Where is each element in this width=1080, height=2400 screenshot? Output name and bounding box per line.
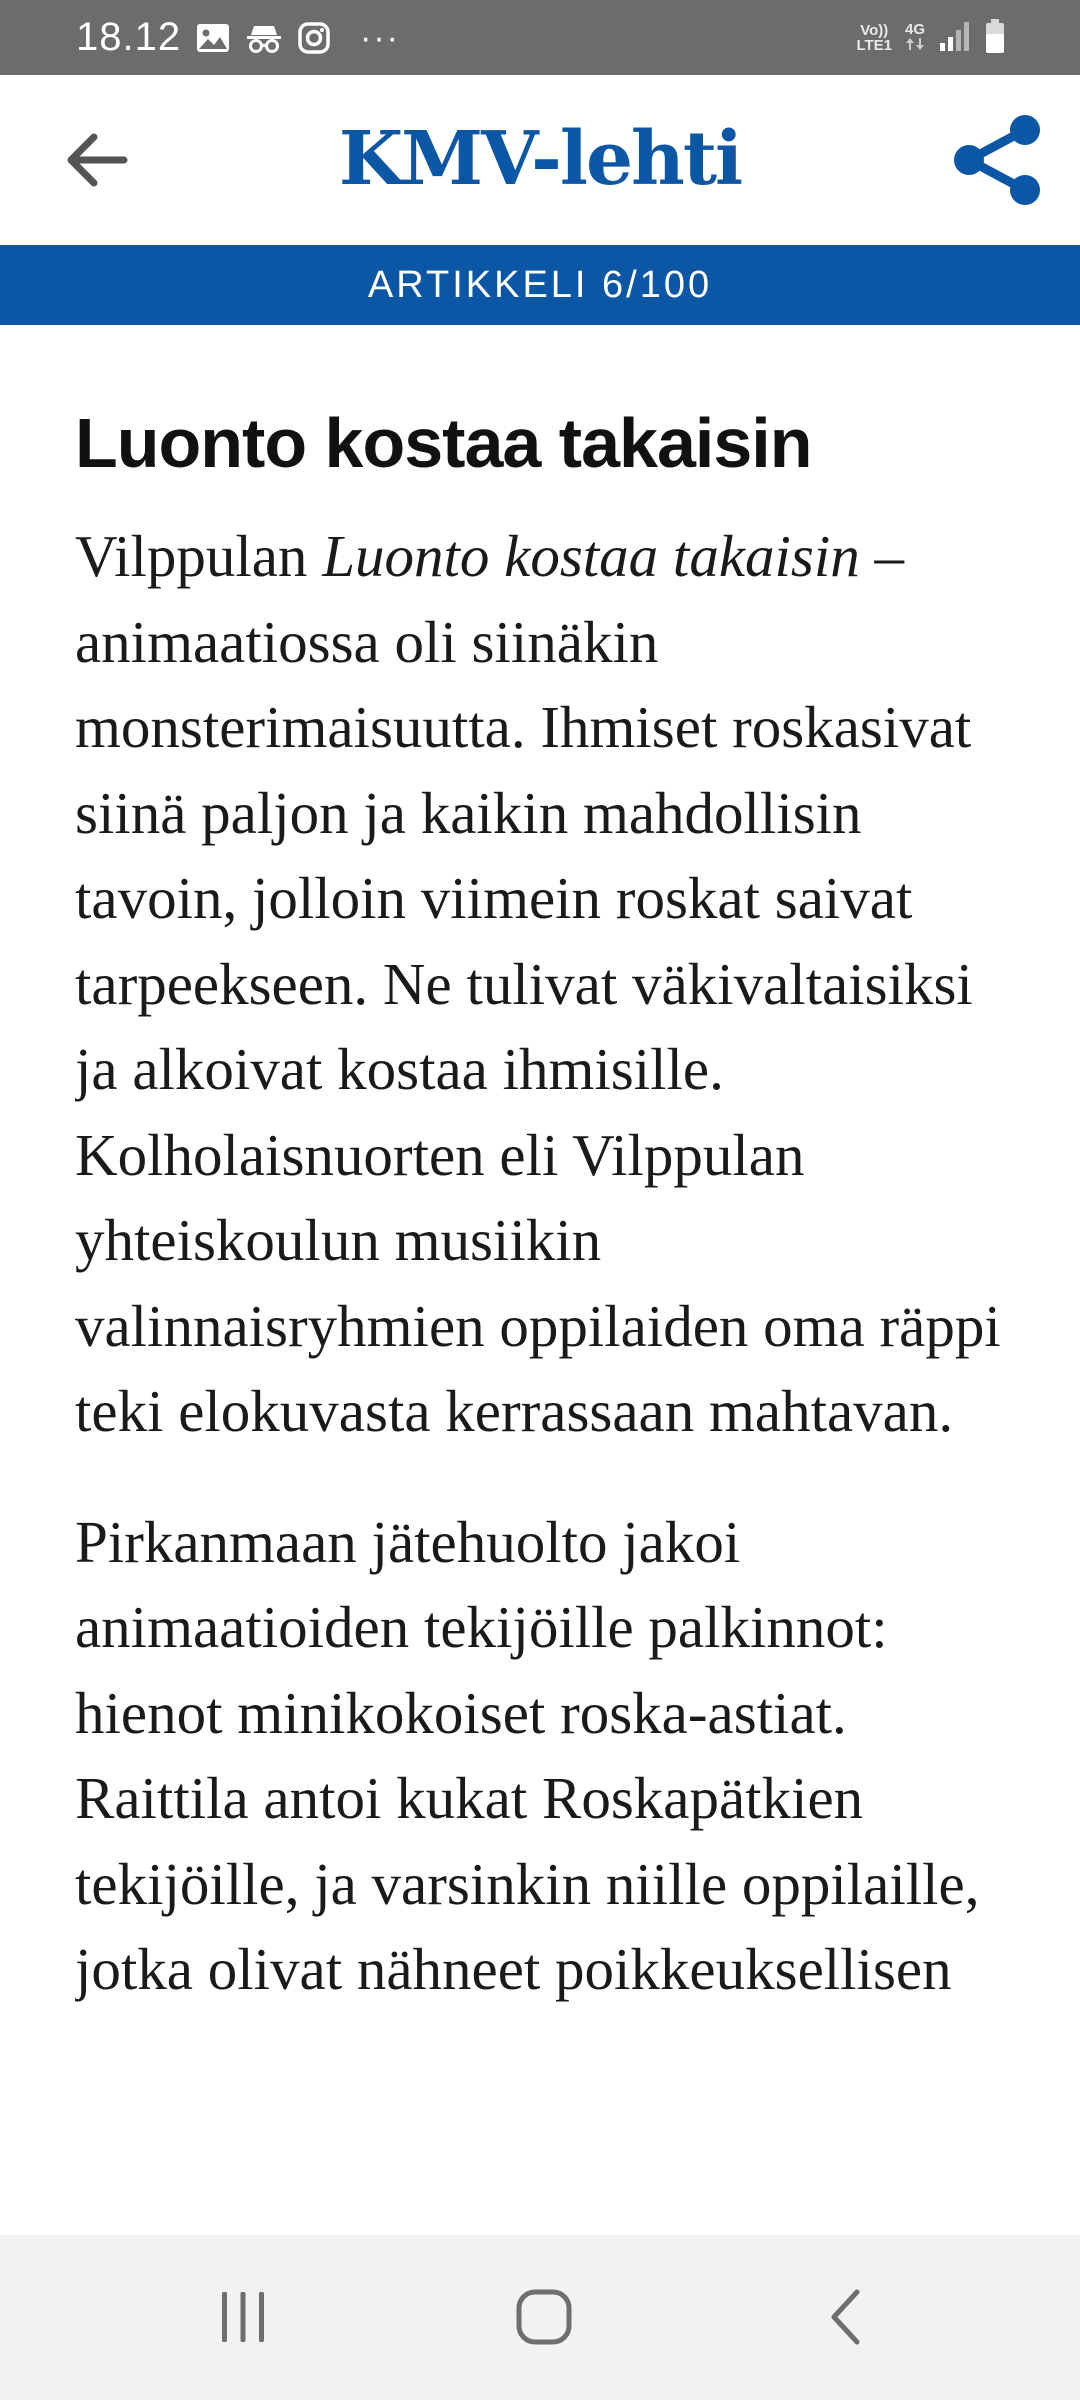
- article-paragraph-1: [75, 514, 1015, 1455]
- navigation-bar: [0, 2235, 1080, 2400]
- status-system-icons: [856, 18, 1006, 58]
- paragraph-1-italic-title: Luonto kostaa takaisin: [322, 523, 860, 589]
- status-time: 18.12: [76, 15, 182, 59]
- more-notifications-indicator: ···: [360, 19, 400, 57]
- data-arrows-icon: [904, 37, 926, 51]
- network-type-indicator: [904, 22, 926, 54]
- back-icon: [824, 2287, 868, 2347]
- battery-icon: [984, 18, 1006, 59]
- brand-logo: KMV-lehti: [338, 116, 742, 202]
- network-type-label: 4G: [904, 21, 925, 38]
- recents-icon: [215, 2289, 271, 2345]
- share-icon: [949, 112, 1045, 208]
- volte-label: Vo)): [860, 22, 889, 39]
- app-header: [0, 75, 1080, 245]
- article-paragraph-2: Pirkanmaan jätehuolto jakoi animaatioiden tekijöille palkinnot: hienot minikokoiset roska-astiat. Raittila antoi kukat Roskapätkien tekijöille, ja varsinkin niille oppilaille, jotka olivat nähneet poikkeuksellisen: [75, 1508, 980, 2002]
- home-icon: [514, 2287, 574, 2347]
- home-button[interactable]: [494, 2267, 594, 2367]
- signal-icon: [938, 19, 972, 58]
- system-back-button[interactable]: [796, 2267, 896, 2367]
- article-content: [75, 325, 1015, 2235]
- article-title: Luonto kostaa takaisin: [75, 404, 812, 482]
- paragraph-1-rest: –animaatiossa oli siinäkin monsterimaisuutta. Ihmiset roskasivat siinä paljon ja kaikin mahdollisin tavoin, jolloin viimein roskat saivat tarpeekseen. Ne tulivat väkivaltaisiksi ja alkoivat kostaa ihmisille. Kolholaisnuorten eli Vilppulan yhteiskoulun musiikin valinnaisryhmien oppilaiden oma räppi teki elokuvasta kerrassaan mahtavan.: [75, 523, 1001, 1444]
- status-notification-icons: [196, 18, 400, 58]
- paragraph-1-lead: Vilppulan: [75, 523, 323, 589]
- status-bar: [0, 0, 1080, 75]
- article-counter-banner: ARTIKKELI 6/100: [0, 245, 1080, 325]
- incognito-icon: [246, 22, 282, 54]
- recents-button[interactable]: [193, 2267, 293, 2367]
- instagram-icon: [298, 22, 330, 54]
- gallery-icon: [196, 23, 230, 53]
- lte-label: LTE1: [856, 37, 892, 54]
- share-button[interactable]: [944, 107, 1050, 213]
- volte-indicator: [856, 23, 892, 53]
